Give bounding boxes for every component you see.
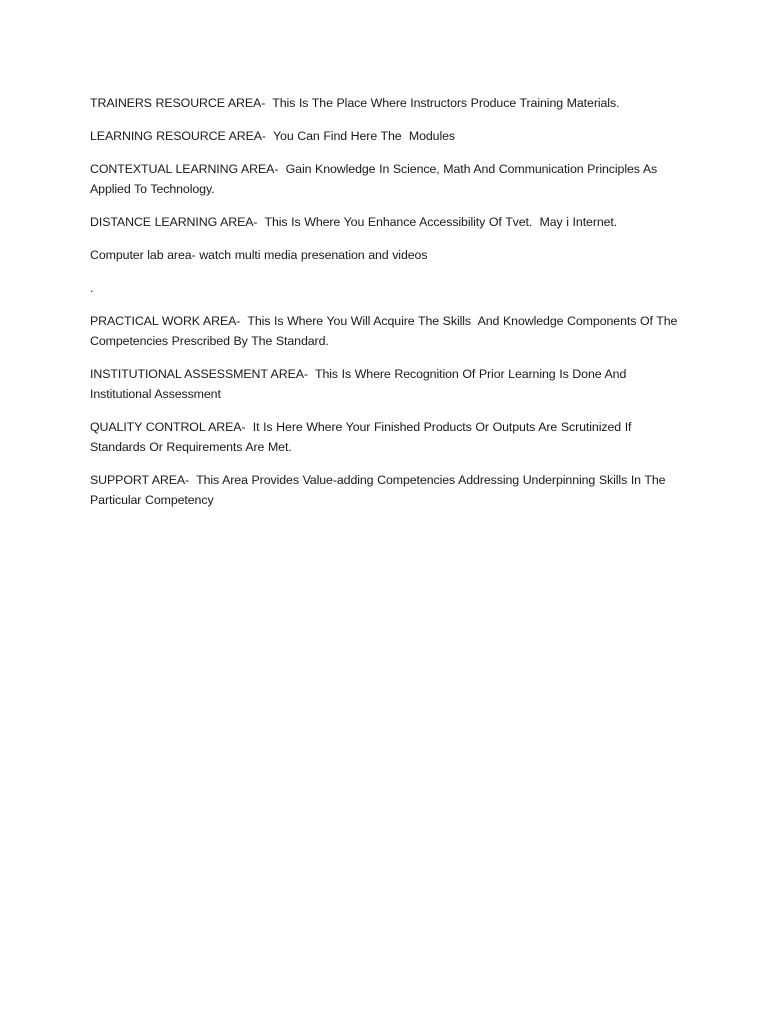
paragraph-quality-control-area: QUALITY CONTROL AREA- It Is Here Where Your Finished Products Or Outputs Are Scrutinized If Standards Or Requirements Are Met.	[90, 420, 636, 454]
paragraph-trainers-resource-area: TRAINERS RESOURCE AREA- This Is The Place Where Instructors Produce Training Materials.	[90, 96, 620, 110]
paragraph-distance-learning-area: DISTANCE LEARNING AREA- This Is Where You Enhance Accessibility Of Tvet. May i Internet.	[90, 215, 618, 229]
paragraph-learning-resource-area: LEARNING RESOURCE AREA- You Can Find Here The Modules	[90, 129, 456, 143]
document-body	[90, 93, 680, 523]
paragraph-computer-lab-area: Computer lab area- watch multi media presenation and videos	[90, 248, 428, 262]
paragraph-period: .	[90, 281, 94, 295]
paragraph-contextual-learning-area: CONTEXTUAL LEARNING AREA- Gain Knowledge In Science, Math And Communication Principles As Applied To Technology.	[90, 162, 661, 196]
paragraph-support-area: SUPPORT AREA- This Area Provides Value-adding Competencies Addressing Underpinning Skills In The Particular Competency	[90, 473, 670, 507]
paragraph-practical-work-area: PRACTICAL WORK AREA- This Is Where You Will Acquire The Skills And Knowledge Components Of The Competencies Prescribed By The Standard.	[90, 314, 681, 348]
paragraph-institutional-assessment-area: INSTITUTIONAL ASSESSMENT AREA- This Is Where Recognition Of Prior Learning Is Done And Institutional Assessment	[90, 367, 630, 401]
